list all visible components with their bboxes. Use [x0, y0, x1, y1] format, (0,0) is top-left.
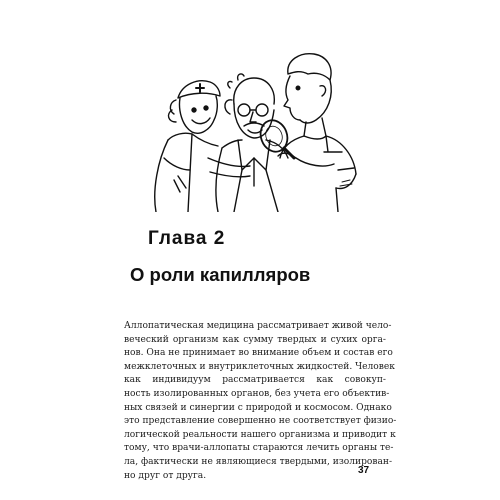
page-number: 37 — [358, 465, 370, 476]
left-doctor-figure — [155, 81, 220, 212]
text-line: но друг от друга. — [124, 470, 207, 481]
text-line: ных связей и синергии с природой и космосом. Однако — [124, 402, 392, 413]
text-line: как индивидуум рассматривается как совокуп- — [124, 375, 386, 386]
text-line: ность изолированных органов, без учета его объектив- — [124, 388, 390, 399]
chapter-label: Глава 2 — [148, 228, 226, 249]
doctors-illustration — [138, 40, 370, 212]
text-line: межклеточных и внутриклеточных жидкостей. Человек — [124, 361, 395, 372]
text-line: тому, что врачи-аллопаты стараются лечить органы те- — [124, 443, 394, 454]
text-line: Аллопатическая медицина рассматривает живой чело- — [124, 321, 392, 331]
text-line: ла, фактически не являющиеся твердыми, изолирован- — [124, 456, 393, 467]
text-line: веческий организм как сумму твердых и сухих орга- — [124, 334, 386, 345]
body-paragraph — [124, 320, 397, 483]
chapter-title: О роли капилляров — [130, 264, 311, 285]
text-line: логической реальности нашего организма и приводит к — [124, 429, 396, 440]
text-line: нов. Она не принимает во внимание объем и состав его — [124, 348, 393, 359]
text-line: это представление совершенно не соответствует физио- — [124, 416, 397, 427]
